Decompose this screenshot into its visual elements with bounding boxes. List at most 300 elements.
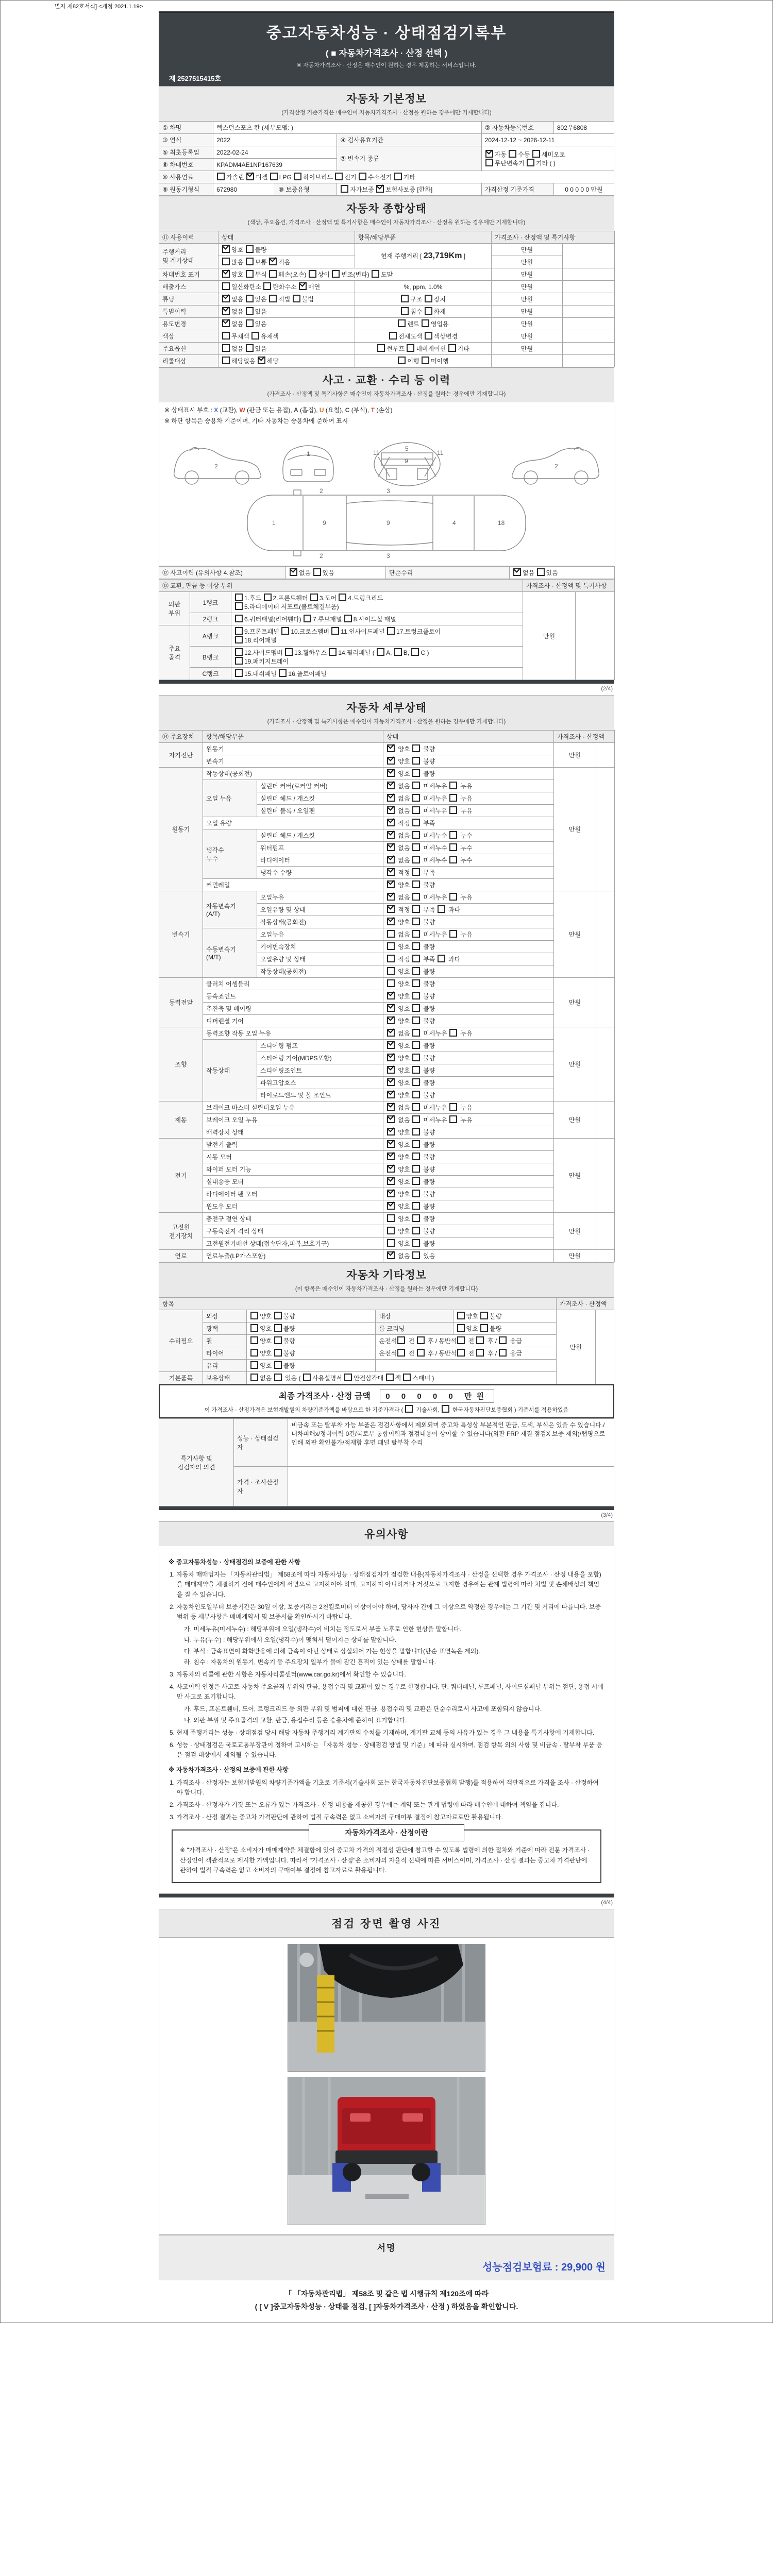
checkbox[interactable] [386,1374,394,1381]
checkbox[interactable] [442,1405,449,1413]
checkbox[interactable] [457,1312,465,1319]
checkbox[interactable] [387,930,395,938]
checkbox[interactable] [499,1349,507,1357]
checkbox[interactable] [372,270,379,278]
checkbox[interactable] [449,794,457,802]
price-cell: 만원 [492,330,563,343]
checkbox[interactable] [412,1103,420,1111]
checkbox[interactable] [341,185,348,193]
checkbox[interactable] [412,843,420,851]
checkbox[interactable] [412,979,420,987]
checkbox[interactable] [412,1078,420,1086]
checkbox[interactable] [222,258,230,265]
checkbox-checked[interactable] [387,918,395,925]
checkbox[interactable] [422,357,429,364]
state-checkboxes: 양호 불량 [383,1077,554,1089]
checkbox[interactable] [309,270,316,278]
checkbox[interactable] [274,1374,282,1381]
checkbox[interactable] [449,930,457,938]
checkbox-checked[interactable] [222,295,230,302]
checkbox[interactable] [389,332,397,340]
sub-group-label: 수동변속기 (M/T) [203,928,257,978]
checkbox[interactable] [412,1202,420,1210]
checkbox[interactable] [438,955,445,962]
inspector-remarks-text: 비금속 또는 탈부착 가능 부품은 점검사항에서 제외되며 중고차 특성상 부분적인 판금, 도색, 부식은 있을 수 있습니다./내차피해x/정비이력 0건/국토부 통합이력과 점검내용이 상이할 수 있습니다(외판 FRP 재질 점검X 보증 제외)/랩핑으로 인해 외판 확인불가/적재함 후면 패널 탈부착 수리 [288,1419,614,1467]
row-label: 배출가스 [159,281,219,293]
checkbox-checked[interactable] [387,819,395,826]
checkbox-checked[interactable] [222,270,230,278]
item-label: 동력조향 작동 오일 누유 [203,1027,383,1040]
checkbox[interactable] [412,819,420,826]
model-year-value: 2022 [213,134,337,146]
checkbox[interactable] [537,568,545,576]
checkbox-checked[interactable] [387,856,395,863]
checkbox[interactable] [412,1177,420,1185]
checkbox-checked[interactable] [387,1153,395,1160]
checkbox[interactable] [294,173,301,180]
checkbox[interactable] [476,1349,484,1357]
checkbox[interactable] [285,648,293,656]
checkbox[interactable] [417,1336,425,1344]
page-divider [159,1506,614,1510]
column-header: 항목 [159,1298,557,1310]
checkbox-checked[interactable] [387,868,395,876]
checkbox[interactable] [411,648,419,656]
checkbox[interactable] [274,1349,282,1357]
device-group-label: 연료 [159,1250,203,1262]
checkbox[interactable] [387,955,395,962]
column-header: 항목/해당부품 [355,231,492,244]
checkbox-checked[interactable] [387,1115,395,1123]
other-info-subtitle: (이 항목은 매수인이 자동차가격조사 · 산정을 원하는 경우에만 기재합니다) [295,1286,478,1292]
checkbox[interactable] [269,270,277,278]
checkbox[interactable] [279,669,287,677]
checkbox-checked[interactable] [513,568,521,576]
table-row [159,244,615,256]
checkbox[interactable] [412,831,420,839]
state-checkboxes: 없음 미세누유 누유 [383,891,554,904]
checkbox[interactable] [480,1312,488,1319]
other-info-header [159,1262,614,1297]
checkbox[interactable] [509,150,516,158]
checkbox[interactable] [457,1324,465,1332]
checkbox[interactable] [332,270,340,278]
item-label: 파워고압호스 [257,1077,383,1089]
checkbox[interactable] [412,1115,420,1123]
checkbox[interactable] [412,1153,420,1160]
checkbox[interactable] [394,648,402,656]
state-checkboxes: 양호 불량 [383,1163,554,1176]
checkbox-checked[interactable] [387,1041,395,1049]
checkbox[interactable] [422,319,429,327]
checkbox[interactable] [412,905,420,913]
checkbox-checked[interactable] [387,831,395,839]
checkbox[interactable] [303,1374,311,1381]
svg-text:2: 2 [320,487,323,495]
checkbox[interactable] [412,794,420,802]
engine-type-value: 672980 [213,183,275,196]
checkbox[interactable] [412,856,420,863]
panel-category: 주요 골격 [159,625,190,680]
checkbox-checked[interactable] [387,880,395,888]
checkbox[interactable] [250,1349,258,1357]
checkbox[interactable] [235,615,243,622]
checkbox[interactable] [407,344,414,352]
row-label: 특별이력 [159,306,219,318]
table-row [159,1151,615,1163]
checkbox-checked[interactable] [387,1004,395,1012]
checkbox[interactable] [387,967,395,975]
checkbox-checked[interactable] [299,282,307,290]
notices-body [159,1546,614,1894]
item-label: 고전원전기배선 상태(접속단자,피복,보호기구) [203,1238,383,1250]
remarks-label: 특기사항 및 점검자의 의견 [159,1419,234,1506]
checkbox[interactable] [425,332,432,340]
table-row [159,330,615,343]
item-label: 와이퍼 모터 기능 [203,1163,383,1176]
checkbox-checked[interactable] [222,319,230,327]
checkbox-checked[interactable] [387,905,395,913]
checkbox[interactable] [401,307,409,315]
checkbox[interactable] [235,627,243,635]
checkbox-checked[interactable] [387,1054,395,1061]
checkbox[interactable] [222,282,230,290]
checkbox[interactable] [293,295,300,302]
checkbox[interactable] [412,942,420,950]
checkbox[interactable] [387,942,395,950]
checkbox[interactable] [250,1324,258,1332]
notice-subitem: 나. 외판 부위 및 주요골격의 교환, 판금, 용접수리 등은 승용차에 준하여 표기합니다. [184,1716,407,1724]
column-header: 가격조사 · 산정액 [554,731,615,743]
table-row [159,1372,614,1384]
checkbox[interactable] [485,159,493,166]
checkbox[interactable] [270,173,278,180]
checkbox[interactable] [222,344,230,352]
checkbox-checked[interactable] [387,1091,395,1098]
checkbox[interactable] [246,307,254,315]
checkbox-checked[interactable] [222,245,230,253]
accident-title: 사고 · 교환 · 수리 등 이력 [322,375,451,386]
detail-state-table [159,730,615,1262]
checkbox[interactable] [412,1190,420,1197]
checkbox-checked[interactable] [387,1177,395,1185]
vehicle-diagram [159,429,614,566]
checkbox[interactable] [425,295,432,302]
checkbox-checked[interactable] [258,357,265,364]
checkbox[interactable] [412,744,420,752]
checkbox-checked[interactable] [387,794,395,802]
checkbox[interactable] [405,1405,413,1413]
checkbox[interactable] [387,627,395,635]
checkbox[interactable] [304,615,311,622]
checkbox[interactable] [412,806,420,814]
confirmation-line-1: 「 「자동차관리법」 제58조 및 같은 법 시행규칙 제120조에 따라 [284,2290,489,2298]
inspection-photos [159,1938,614,2235]
checkbox[interactable] [457,1336,465,1344]
field-label: ② 자동차등록번호 [481,122,553,134]
checkbox[interactable] [274,1336,282,1344]
table-row [159,829,615,842]
checkbox[interactable] [264,594,272,601]
checkbox[interactable] [339,594,346,601]
checkbox[interactable] [235,648,243,656]
svg-text:3: 3 [386,552,390,560]
checkbox-checked[interactable] [387,893,395,901]
item-label: 시동 모터 [203,1151,383,1163]
checkbox[interactable] [274,1324,282,1332]
checkbox-checked[interactable] [387,769,395,777]
checkbox-checked[interactable] [485,150,493,158]
checkbox[interactable] [329,648,337,656]
checkbox[interactable] [246,319,254,327]
checkbox-checked[interactable] [269,258,277,265]
checkbox[interactable] [313,568,321,576]
checkbox[interactable] [412,1041,420,1049]
checkbox[interactable] [246,245,254,253]
title-band [159,11,614,86]
column-header: 가격조사 · 산정액 [556,1298,614,1310]
checkbox-checked[interactable] [387,1251,395,1259]
device-group-label: 조향 [159,1027,203,1101]
item-label: 라디에이터 [257,854,383,867]
page-marker: (4/4) [601,1900,613,1906]
checkbox[interactable] [403,1374,411,1381]
checkbox[interactable] [412,1227,420,1234]
checkbox[interactable] [476,1336,484,1344]
column-header: 항목/해당부품 [203,731,383,743]
checkbox[interactable] [449,1103,457,1111]
table-row [159,592,615,613]
checkbox[interactable] [250,1361,258,1369]
table-row [159,879,615,891]
accident-header [159,367,614,402]
table-row [159,1176,615,1188]
basic-info-title: 자동차 기본정보 [346,93,427,105]
checkbox[interactable] [449,782,457,789]
checkbox[interactable] [335,173,343,180]
checkbox[interactable] [401,295,409,302]
checkbox-checked[interactable] [387,1078,395,1086]
checkbox[interactable] [480,1324,488,1332]
column-header: 가격조사 · 산정액 및 특기사항 [492,231,615,244]
checkbox[interactable] [412,1239,420,1247]
table-row [159,1225,615,1238]
table-row [159,1003,615,1015]
checkbox[interactable] [412,1054,420,1061]
checkbox-checked[interactable] [387,843,395,851]
item-label: 광택 [203,1323,247,1335]
device-group-label: 동력전달 [159,978,203,1027]
checkbox[interactable] [235,602,243,610]
checkbox[interactable] [397,1349,405,1357]
checkbox-checked[interactable] [246,173,254,180]
checkbox-checked[interactable] [387,782,395,789]
checkbox[interactable] [250,1336,258,1344]
note-cell [596,1139,615,1213]
basic-info-subtitle: (가격산정 기준가격은 매수인이 자동차가격조사 · 산정을 원하는 경우에만 기재합니다) [281,110,492,116]
item-label: 워터펌프 [257,842,383,854]
item-label: 등속죠인트 [203,990,383,1003]
checkbox[interactable] [449,843,457,851]
checkbox[interactable] [449,893,457,901]
form-code-note: 별지 제82호서식] <개정 2021.1.19> [55,4,143,10]
svg-text:1: 1 [307,450,310,457]
checkbox[interactable] [377,344,385,352]
confirmation-text [159,2280,614,2323]
checkbox[interactable] [412,757,420,765]
checkbox[interactable] [274,1312,282,1319]
checkbox[interactable] [235,669,243,677]
checkbox-checked[interactable] [387,1128,395,1136]
checkbox-checked[interactable] [387,1066,395,1074]
checkbox[interactable] [412,1140,420,1148]
price-appraisal-definition-box [172,1829,601,1883]
checkbox[interactable] [532,150,540,158]
checkbox[interactable] [412,1251,420,1259]
checkbox[interactable] [425,307,432,315]
checkbox[interactable] [387,1214,395,1222]
overall-state-table [159,231,615,367]
checkbox-checked[interactable] [222,307,230,315]
checkbox[interactable] [274,1361,282,1369]
checkbox[interactable] [217,173,225,180]
checkbox-checked[interactable] [387,757,395,765]
page-marker: (3/4) [601,1512,613,1518]
checkbox[interactable] [246,295,254,302]
checkbox-checked[interactable] [387,1165,395,1173]
checkbox[interactable] [412,868,420,876]
checkbox[interactable] [331,627,339,635]
checkbox[interactable] [263,282,271,290]
checkbox[interactable] [394,173,402,180]
checkbox[interactable] [412,782,420,789]
checkbox[interactable] [412,1004,420,1012]
checkbox[interactable] [250,1374,258,1381]
checkbox-checked[interactable] [387,1202,395,1210]
checkbox[interactable] [251,332,259,340]
checkbox-checked[interactable] [290,568,297,576]
checkbox[interactable] [449,856,457,863]
item-label: 변속기 [203,755,383,768]
note-cell [563,306,615,318]
table-row [159,1040,615,1052]
checkbox[interactable] [310,594,318,601]
checkbox[interactable] [449,806,457,814]
checkbox[interactable] [222,332,230,340]
item-label: 구동축전지 격리 상태 [203,1225,383,1238]
table-row [159,281,615,293]
item-label: 작동상태(공회전) [257,916,383,928]
checkbox[interactable] [417,1349,425,1357]
item-label: 룸 크리닝 [376,1323,453,1335]
checkbox-checked[interactable] [387,1016,395,1024]
checkbox[interactable] [235,657,243,665]
device-group-label: 제동 [159,1101,203,1139]
checkbox[interactable] [412,1214,420,1222]
state-checkboxes: 양호 불량 [383,1238,554,1250]
checkbox[interactable] [412,918,420,925]
checkbox-checked[interactable] [387,992,395,999]
checkbox[interactable] [246,270,254,278]
checkbox[interactable] [449,831,457,839]
exchange-panel-table [159,579,615,680]
checkbox[interactable] [412,955,420,962]
checkbox[interactable] [398,357,406,364]
state-checkboxes: 해당없음 해당 [219,355,355,367]
checkbox[interactable] [246,258,254,265]
checkbox[interactable] [246,344,254,352]
row-label: 색상 [159,330,219,343]
checkbox[interactable] [438,905,445,913]
checkbox-checked[interactable] [387,744,395,752]
item-label: 스티어링 펌프 [257,1040,383,1052]
checkbox[interactable] [412,1016,420,1024]
checkbox[interactable] [449,1115,457,1123]
checkbox[interactable] [235,594,243,601]
checkbox-checked[interactable] [387,806,395,814]
checkbox-checked[interactable] [387,1190,395,1197]
final-price-note: 이 가격조사 · 산정가격은 보험개발원의 차량기준가액을 바탕으로 한 기준가격과 ( 기술사회, 한국자동차진단보증협회 ) 기준서를 적용하였음 [165,1405,608,1414]
checkbox[interactable] [250,1312,258,1319]
checkbox[interactable] [412,1128,420,1136]
state-checkboxes: 양호 불량 [247,1323,376,1335]
checkbox[interactable] [377,648,384,656]
checkbox[interactable] [412,967,420,975]
checkbox[interactable] [222,357,230,364]
state-checkboxes: 양호 불량 [453,1323,556,1335]
checkbox[interactable] [449,1029,457,1037]
checkbox[interactable] [359,173,366,180]
price-cell: 만원 [492,343,563,355]
rank-items: 9.프론트패널 10.크로스멤버 11.인사이드패널 17.트렁크플로어 18.리어패널 [231,625,523,647]
checkbox[interactable] [499,1336,507,1344]
checkbox[interactable] [344,1374,352,1381]
checkbox[interactable] [344,615,352,622]
checkbox[interactable] [457,1349,465,1357]
checkbox[interactable] [448,344,456,352]
checkbox[interactable] [412,893,420,901]
checkbox[interactable] [412,992,420,999]
svg-text:11: 11 [437,449,444,456]
item-label: 스티어링 기어(MDPS포함) [257,1052,383,1064]
checkbox[interactable] [398,319,406,327]
checkbox-checked[interactable] [376,185,384,193]
checkbox[interactable] [281,627,289,635]
checkbox[interactable] [412,1066,420,1074]
checkbox[interactable] [387,1239,395,1247]
device-group-label: 자기진단 [159,743,203,768]
checkbox[interactable] [412,930,420,938]
checkbox[interactable] [412,769,420,777]
checkbox[interactable] [412,1091,420,1098]
table-row [159,780,615,792]
checkbox[interactable] [269,295,277,302]
checkbox[interactable] [387,1227,395,1234]
checkbox[interactable] [397,1336,405,1344]
checkbox[interactable] [527,159,534,166]
checkbox[interactable] [412,1029,420,1037]
checkbox-checked[interactable] [387,1103,395,1111]
checkbox[interactable] [412,1165,420,1173]
price-cell: 만원 [554,768,596,891]
checkbox-checked[interactable] [387,1140,395,1148]
table-row [159,978,615,990]
checkbox[interactable] [235,636,243,643]
state-checkboxes: 양호 불량 [383,1176,554,1188]
checkbox[interactable] [412,880,420,888]
checkbox-checked[interactable] [387,1029,395,1037]
checkbox[interactable] [387,979,395,987]
